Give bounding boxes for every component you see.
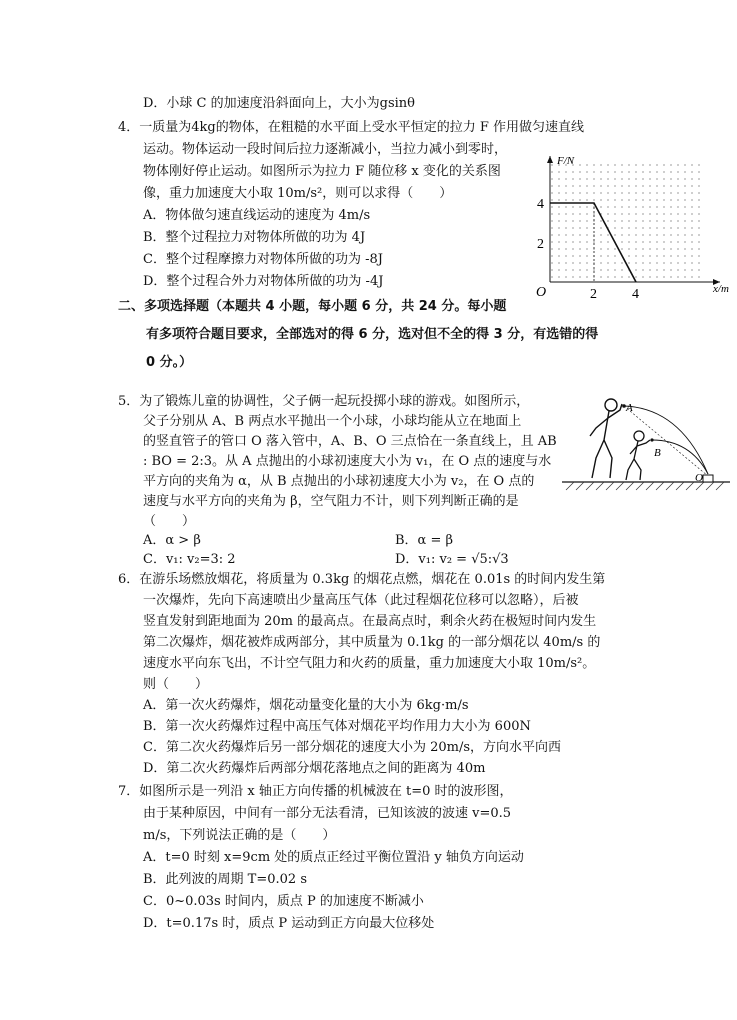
q6-stem-line-5: 速度水平向东飞出，不计空气阻力和火药的质量，重力加速度大小取 10m/s²。 bbox=[143, 656, 596, 671]
q6-stem-line-3: 竖直发射到距地面为 20m 的最高点。在最高点时，剩余火药在极短时间内发生 bbox=[143, 614, 597, 629]
q4-stem-line-4: 像，重力加速度大小取 10m/s²，则可以求得（ ） bbox=[143, 186, 453, 201]
q4-option-c: C．整个过程摩擦力对物体所做的功为 -8J bbox=[143, 252, 383, 267]
q6-option-a: A．第一次火药爆炸，烟花动量变化量的大小为 6kg·m/s bbox=[143, 698, 469, 713]
son-figure bbox=[626, 431, 650, 480]
q5-stem-line-3: 的竖直管子的管口 O 落入管中，A、B、O 三点恰在一条直线上，且 AB bbox=[143, 434, 557, 449]
q7-option-a: A．t=0 时刻 x=9cm 处的质点正经过平衡位置沿 y 轴负方向运动 bbox=[143, 850, 524, 865]
q6-stem-line-4: 第二次爆炸，烟花被炸成两部分，其中质量为 0.1kg 的一部分烟花以 40m/s 的 bbox=[143, 635, 601, 650]
y-tick-2: 2 bbox=[537, 237, 544, 252]
q5-option-b: B．α = β bbox=[395, 533, 454, 548]
section2-heading-line-2: 有多项符合题目要求，全部选对的得 6 分，选对但不全的得 3 分，有选错的得 bbox=[146, 327, 599, 342]
point-b bbox=[650, 438, 653, 441]
q6-stem-line-2: 一次爆炸，先向下高速喷出少量高压气体（此过程烟花位移可以忽略），后被 bbox=[143, 593, 579, 608]
q7-option-d: D．t=0.17s 时，质点 P 运动到正方向最大位移处 bbox=[143, 916, 435, 931]
q7-stem-line-1: 7．如图所示是一列沿 x 轴正方向传播的机械波在 t=0 时的波形图， bbox=[118, 784, 513, 799]
q6-stem-line-6: 则（ ） bbox=[143, 677, 209, 692]
father-figure bbox=[590, 399, 622, 478]
q5-option-c: C．v₁: v₂=3: 2 bbox=[143, 552, 236, 567]
q5-stem-line-7: （ ） bbox=[143, 514, 196, 529]
section2-heading-line-3: 0 分。） bbox=[146, 355, 193, 370]
q4-stem-line-1: 4．一质量为4kg的物体，在粗糙的水平面上受水平恒定的拉力 F 作用做匀速直线 bbox=[118, 120, 585, 135]
q5-stem-line-5: 平方向的夹角为 α，从 B 点抛出的小球初速度大小为 v₂，在 O 点的 bbox=[143, 474, 535, 489]
q6-stem-line-1: 6．在游乐场燃放烟花，将质量为 0.3kg 的烟花点燃，烟花在 0.01s 的时间内发生第 bbox=[118, 572, 606, 587]
origin-label: O bbox=[536, 285, 547, 300]
q5-stem-line-1: 5．为了锻炼儿童的协调性，父子俩一起玩投掷小球的游戏。如图所示， bbox=[118, 394, 530, 409]
x-tick-4: 4 bbox=[632, 287, 639, 300]
q7-option-c: C．0~0.03s 时间内，质点 P 的加速度不断减小 bbox=[143, 894, 424, 909]
q5-stem-line-2: 父子分别从 A、B 两点水平抛出一个小球，小球均能从立在地面上 bbox=[143, 414, 522, 429]
q4-stem-line-3: 物体刚好停止运动。如图所示为拉力 F 随位移 x 变化的关系图 bbox=[143, 164, 501, 179]
label-o: O bbox=[695, 472, 703, 484]
q7-stem-line-2: 由于某种原因，中间有一部分无法看清，已知该波的波速 v=0.5 bbox=[143, 806, 512, 821]
throwing-figure bbox=[562, 392, 732, 494]
q6-option-c: C．第二次火药爆炸后另一部分烟花的速度大小为 20m/s，方向水平向西 bbox=[143, 740, 561, 755]
q7-option-b: B．此列波的周期 T=0.02 s bbox=[143, 872, 307, 887]
q5-stem-line-6: 速度与水平方向的夹角为 β，空气阻力不计，则下列判断正确的是 bbox=[143, 494, 519, 509]
label-a: A bbox=[626, 402, 633, 414]
y-tick-4: 4 bbox=[537, 197, 544, 212]
q5-option-d: D．v₁: v₂ = √5:√3 bbox=[395, 552, 509, 567]
q4-option-d: D．整个过程合外力对物体所做的功为 -4J bbox=[143, 274, 384, 289]
q4-option-a: A．物体做匀速直线运动的速度为 4m/s bbox=[143, 208, 371, 223]
x-axis-label: x/m bbox=[713, 283, 729, 295]
pipe bbox=[703, 475, 713, 482]
label-b: B bbox=[654, 447, 661, 459]
q3-option-d: D．小球 C 的加速度沿斜面向上，大小为gsinθ bbox=[143, 96, 415, 111]
q6-option-d: D．第二次火药爆炸后两部分烟花落地点之间的距离为 40m bbox=[143, 761, 486, 776]
q5-option-a: A．α > β bbox=[143, 533, 201, 548]
q4-option-b: B．整个过程拉力对物体所做的功为 4J bbox=[143, 230, 366, 245]
q4-stem-line-2: 运动。物体运动一段时间后拉力逐渐减小，当拉力减小到零时， bbox=[143, 142, 508, 157]
x-tick-2: 2 bbox=[590, 287, 597, 300]
force-displacement-graph bbox=[530, 150, 730, 300]
section2-heading-line-1: 二、多项选择题（本题共 4 小题，每小题 6 分，共 24 分。每小题 bbox=[118, 299, 507, 314]
q6-option-b: B．第一次火药爆炸过程中高压气体对烟花平均作用力大小为 600N bbox=[143, 719, 531, 734]
y-axis-label: F/N bbox=[557, 155, 575, 167]
q7-stem-line-3: m/s，下列说法正确的是（ ） bbox=[143, 828, 336, 843]
q5-stem-line-4: : BO = 2:3。从 A 点抛出的小球初速度大小为 v₁，在 O 点的速度与水 bbox=[143, 454, 552, 469]
